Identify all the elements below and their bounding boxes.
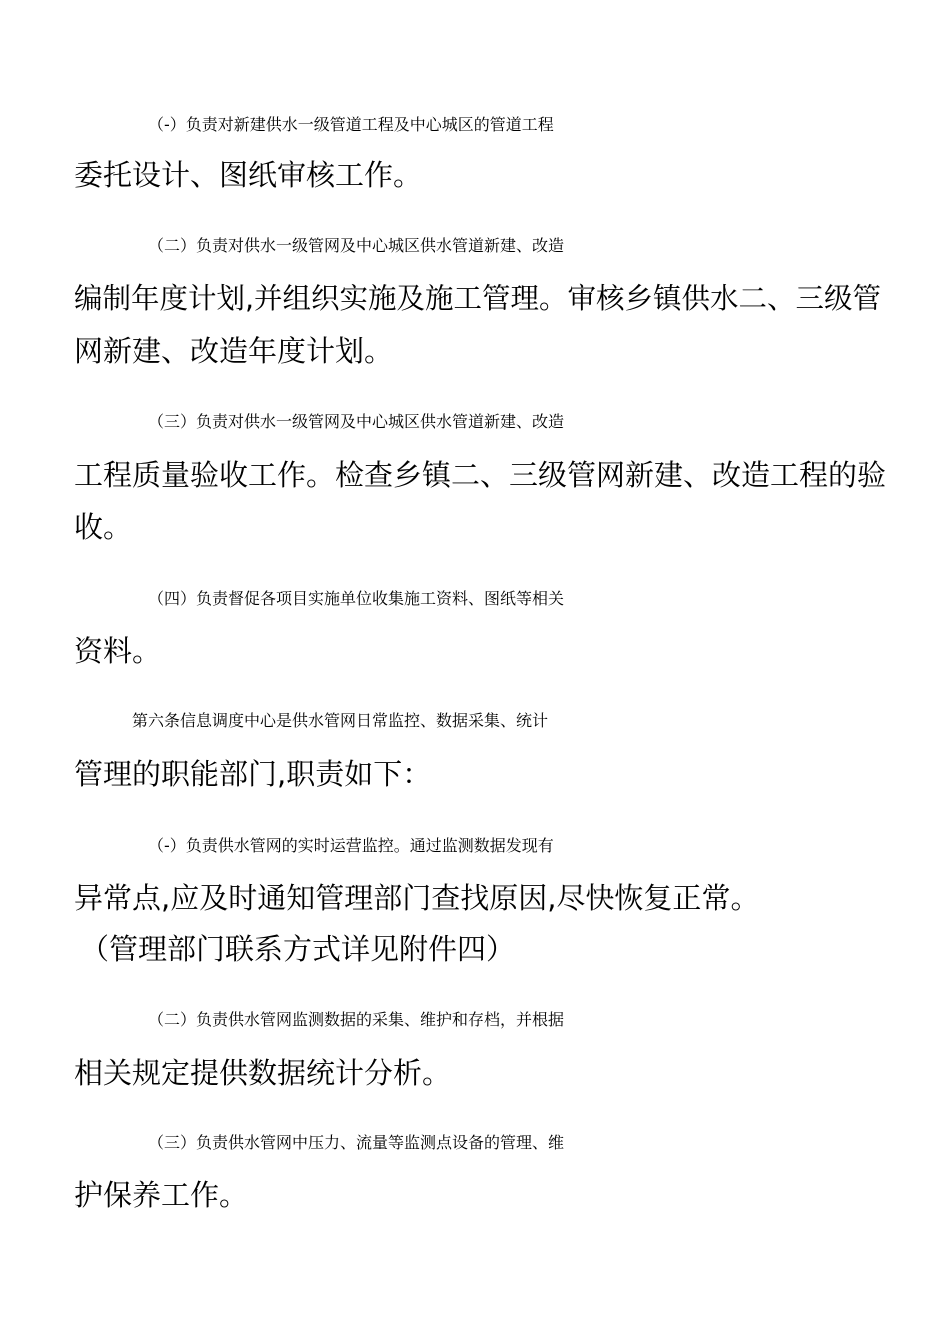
paragraph-6-line-1: （-）负责供水管网的实时运营监控。通过监测数据发现有 [148,836,554,855]
paragraph-2-line-3: 网新建、改造年度计划。 [74,334,394,368]
paragraph-3-line-3: 收。 [74,510,133,544]
paragraph-2-line-1: （二）负责对供水一级管网及中心城区供水管道新建、改造 [148,236,565,255]
paragraph-6-line-3: （管理部门联系方式详见附件四） [80,932,516,966]
paragraph-6-line-2: 异常点,应及时通知管理部门查找原因,尽快恢复正常。 [74,881,760,915]
paragraph-4-line-2: 资料。 [74,634,162,668]
paragraph-8-line-2: 护保养工作。 [74,1178,249,1212]
paragraph-3-line-1: （三）负责对供水一级管网及中心城区供水管道新建、改造 [148,412,565,431]
paragraph-1-line-1: （-）负责对新建供水一级管道工程及中心城区的管道工程 [148,115,554,134]
paragraph-5-line-2: 管理的职能部门,职责如下： [74,757,432,791]
paragraph-8-line-1: （三）负责供水管网中压力、流量等监测点设备的管理、维 [148,1133,565,1152]
paragraph-5-line-1: 第六条信息调度中心是供水管网日常监控、数据采集、统计 [132,711,549,730]
paragraph-3-line-2: 工程质量验收工作。检查乡镇二、三级管网新建、改造工程的验 [74,458,887,492]
paragraph-7-line-2: 相关规定提供数据统计分析。 [74,1056,452,1090]
paragraph-4-line-1: （四）负责督促各项目实施单位收集施工资料、图纸等相关 [148,589,565,608]
paragraph-1-line-2: 委托设计、图纸审核工作。 [74,158,423,192]
paragraph-2-line-2: 编制年度计划,并组织实施及施工管理。审核乡镇供水二、三级管 [74,282,882,315]
paragraph-7-line-1: （二）负责供水管网监测数据的采集、维护和存档，并根据 [148,1010,565,1029]
